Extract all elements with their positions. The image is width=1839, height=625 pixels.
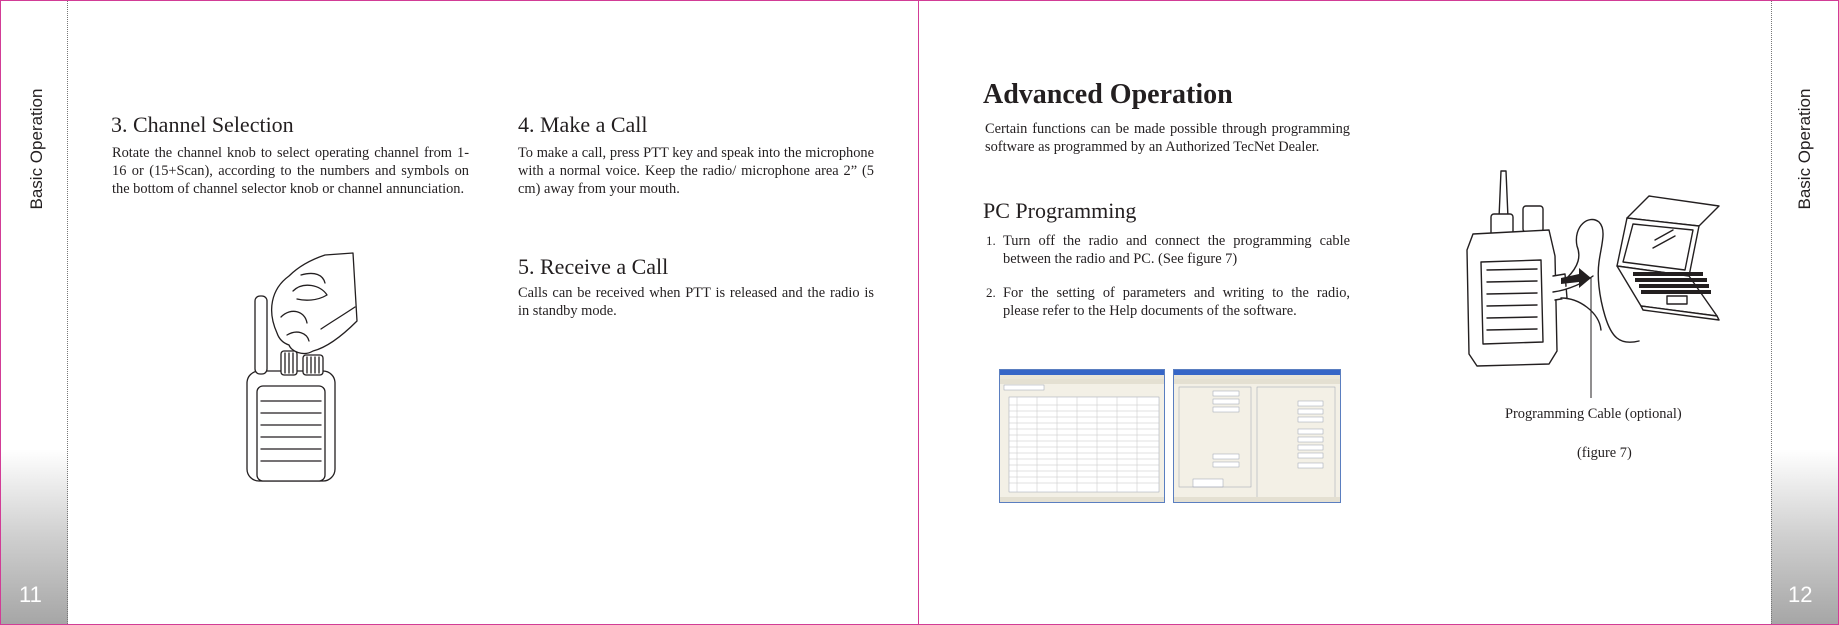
right-side-tab <box>1771 1 1838 624</box>
channel-selection-title: 3. Channel Selection <box>111 112 294 137</box>
figure-label: (figure 7) <box>1577 445 1632 461</box>
left-page-number: 11 <box>19 582 42 607</box>
pc-programming-step-1 <box>986 232 1350 268</box>
make-call-title: 4. Make a Call <box>518 112 648 137</box>
advanced-operation-title: Advanced Operation <box>983 79 1233 110</box>
receive-call-body: Calls can be received when PTT is released and the radio is in standby mode. <box>518 285 874 319</box>
software-screenshot-2 <box>1173 369 1341 503</box>
make-call-body: To make a call, press PTT key and speak into the microphone with a normal voice. Keep the radio/ microphone area 2” (5 cm) away from your mouth. <box>518 145 874 197</box>
radio-laptop-illustration <box>1449 166 1749 401</box>
figure-caption: Programming Cable (optional) <box>1505 406 1682 422</box>
step-text: For the setting of parameters and writing to the radio, please refer to the Help documents of the software. <box>1003 285 1350 319</box>
software-screenshot-1 <box>999 369 1165 503</box>
step-text: Turn off the radio and connect the programming cable between the radio and PC. (See figure 7) <box>1003 233 1350 267</box>
advanced-operation-intro: Certain functions can be made possible through programming software as programmed by an Authorized TecNet Dealer. <box>985 121 1350 155</box>
step-number: 1. <box>986 233 996 248</box>
pc-programming-step-2 <box>986 284 1350 320</box>
step-number: 2. <box>986 285 996 300</box>
pc-programming-title: PC Programming <box>983 198 1137 223</box>
receive-call-title: 5. Receive a Call <box>518 254 669 279</box>
hand-knob-illustration <box>241 251 371 481</box>
right-page <box>918 0 1839 625</box>
right-page-number: 12 <box>1788 582 1813 607</box>
left-side-tab <box>1 1 68 624</box>
left-side-label: Basic Operation <box>27 88 46 210</box>
right-side-label: Basic Operation <box>1795 88 1814 210</box>
channel-selection-body: Rotate the channel knob to select operating channel from 1-16 or (15+Scan), according to the numbers and symbols on the bottom of channel selector knob or channel annunciation. <box>112 145 469 197</box>
